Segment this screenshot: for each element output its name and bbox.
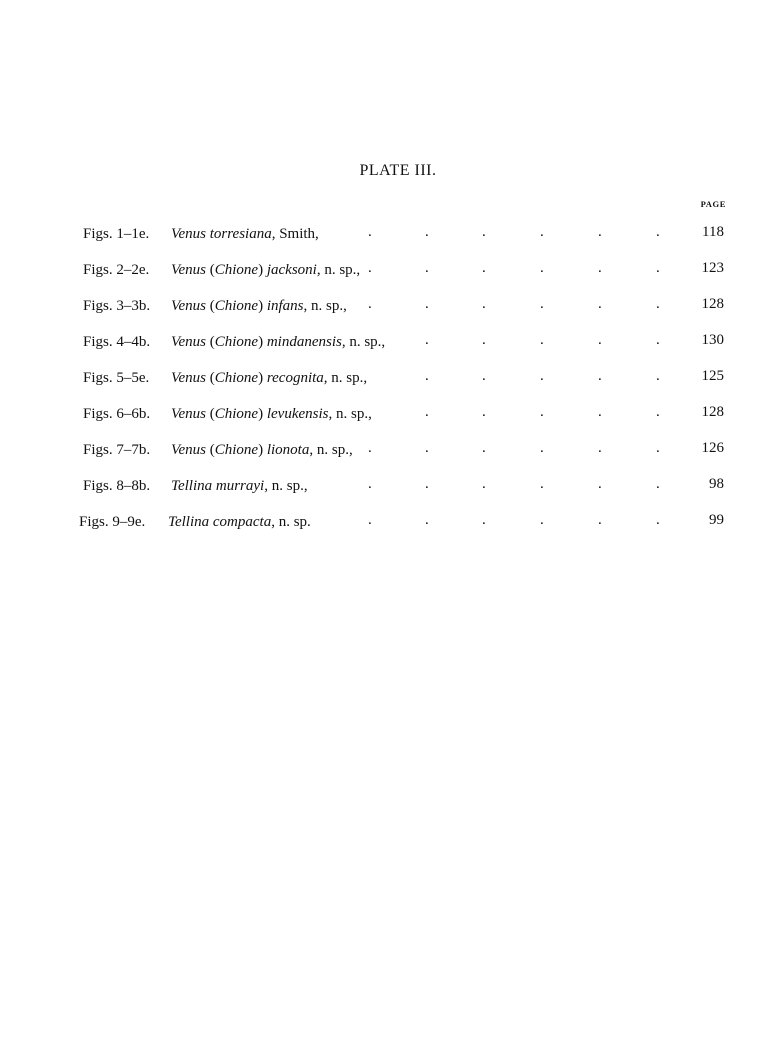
leader-dot: . bbox=[425, 368, 429, 384]
leader-dot: . bbox=[656, 296, 660, 312]
page-number: 123 bbox=[701, 260, 724, 276]
leader-dot: . bbox=[656, 404, 660, 420]
leader-dot: . bbox=[540, 260, 544, 276]
genus: Venus bbox=[171, 406, 206, 422]
genus: Tellina bbox=[171, 478, 213, 494]
species-name: Venus (Chione) recognita, n. sp., bbox=[171, 370, 368, 386]
leader-dot: . bbox=[425, 260, 429, 276]
species-epithet: jacksoni bbox=[266, 262, 317, 278]
leader-dot: . bbox=[368, 476, 372, 492]
leader-dot: . bbox=[368, 296, 372, 312]
species-epithet: recognita bbox=[266, 370, 324, 386]
page-number: 128 bbox=[701, 296, 724, 312]
author-suffix: , n. sp., bbox=[303, 298, 347, 314]
leader-dots bbox=[0, 224, 776, 248]
leader-dot: . bbox=[656, 224, 660, 240]
leader-dot: . bbox=[425, 332, 429, 348]
leader-dot: . bbox=[425, 476, 429, 492]
leader-dot: . bbox=[368, 224, 372, 240]
genus: Venus bbox=[171, 370, 206, 386]
leader-dot: . bbox=[598, 404, 602, 420]
species-name: Venus (Chione) infans, n. sp., bbox=[171, 298, 347, 314]
figure-range: Figs. 1–1e. bbox=[83, 226, 150, 242]
leader-dots bbox=[0, 296, 776, 320]
subgenus: Chione bbox=[214, 370, 259, 386]
leader-dot: . bbox=[540, 296, 544, 312]
subgenus: Chione bbox=[214, 406, 259, 422]
page-number: 118 bbox=[702, 224, 724, 240]
leader-dots bbox=[0, 260, 776, 284]
leader-dot: . bbox=[368, 512, 372, 528]
leader-dots bbox=[0, 332, 776, 356]
leader-dot: . bbox=[540, 512, 544, 528]
plate-entry bbox=[0, 326, 776, 362]
author-suffix: , n. sp., bbox=[341, 334, 386, 350]
figure-range: Figs. 3–3b. bbox=[83, 298, 151, 314]
leader-dot: . bbox=[598, 260, 602, 276]
leader-dot: . bbox=[425, 512, 429, 528]
leader-dot: . bbox=[656, 368, 660, 384]
author-suffix: , n. sp. bbox=[271, 514, 311, 530]
species-epithet: compacta bbox=[212, 514, 272, 530]
leader-dot: . bbox=[425, 440, 429, 456]
species-epithet: torresiana bbox=[209, 226, 272, 242]
leader-dot: . bbox=[656, 260, 660, 276]
leader-dot: . bbox=[598, 512, 602, 528]
leader-dots bbox=[0, 512, 776, 536]
subgenus: Chione bbox=[214, 442, 259, 458]
genus: Venus bbox=[171, 262, 206, 278]
leader-dot: . bbox=[540, 368, 544, 384]
subgenus: Chione bbox=[214, 334, 259, 350]
species-epithet: infans bbox=[266, 298, 304, 314]
plate-title: PLATE III. bbox=[359, 162, 437, 179]
page-number: 128 bbox=[701, 404, 724, 420]
leader-dot: . bbox=[482, 476, 486, 492]
plate-entries bbox=[0, 218, 776, 542]
leader-dots bbox=[0, 404, 776, 428]
plate-entry bbox=[0, 470, 776, 506]
leader-dot: . bbox=[598, 368, 602, 384]
leader-dot: . bbox=[656, 440, 660, 456]
leader-dot: . bbox=[482, 440, 486, 456]
figure-range: Figs. 4–4b. bbox=[83, 334, 151, 350]
leader-dot: . bbox=[598, 476, 602, 492]
genus: Venus bbox=[171, 298, 206, 314]
leader-dot: . bbox=[482, 224, 486, 240]
page-column-header: PAGE bbox=[700, 199, 726, 209]
author-suffix: , n. sp., bbox=[264, 478, 308, 494]
leader-dots bbox=[0, 476, 776, 500]
leader-dot: . bbox=[656, 332, 660, 348]
page-number: 126 bbox=[701, 440, 724, 456]
leader-dot: . bbox=[482, 332, 486, 348]
leader-dot: . bbox=[540, 476, 544, 492]
leader-dots bbox=[0, 440, 776, 464]
genus: Venus bbox=[171, 442, 206, 458]
author-suffix: , n. sp., bbox=[323, 370, 368, 386]
species-name: Venus (Chione) lionota, n. sp., bbox=[171, 442, 353, 458]
leader-dot: . bbox=[540, 440, 544, 456]
leader-dot: . bbox=[540, 224, 544, 240]
plate-entry bbox=[0, 362, 776, 398]
leader-dot: . bbox=[482, 260, 486, 276]
figure-range: Figs. 5–5e. bbox=[83, 370, 150, 386]
plate-entry bbox=[0, 254, 776, 290]
plate-entry bbox=[0, 218, 776, 254]
species-epithet: levukensis bbox=[266, 406, 329, 422]
subgenus: Chione bbox=[214, 262, 259, 278]
leader-dot: . bbox=[368, 440, 372, 456]
author-suffix: , n. sp., bbox=[309, 442, 353, 458]
author-suffix: , n. sp., bbox=[328, 406, 372, 422]
species-epithet: lionota bbox=[266, 442, 310, 458]
leader-dot: . bbox=[656, 512, 660, 528]
leader-dot: . bbox=[540, 332, 544, 348]
leader-dots bbox=[0, 368, 776, 392]
leader-dot: . bbox=[482, 404, 486, 420]
page-number: 125 bbox=[701, 368, 724, 384]
genus: Venus bbox=[171, 226, 206, 242]
plate-entry bbox=[0, 290, 776, 326]
leader-dot: . bbox=[482, 296, 486, 312]
leader-dot: . bbox=[598, 224, 602, 240]
leader-dot: . bbox=[425, 404, 429, 420]
author-suffix: , n. sp., bbox=[316, 262, 361, 278]
leader-dot: . bbox=[482, 512, 486, 528]
figure-range: Figs. 8–8b. bbox=[83, 478, 151, 494]
subgenus: Chione bbox=[214, 298, 259, 314]
species-epithet: murrayi bbox=[215, 478, 265, 494]
leader-dot: . bbox=[598, 332, 602, 348]
plate-entry bbox=[0, 434, 776, 470]
species-epithet: mindanensis bbox=[266, 334, 342, 350]
figure-range: Figs. 6–6b. bbox=[83, 406, 151, 422]
plate-entry bbox=[0, 506, 776, 542]
author-suffix: , Smith, bbox=[271, 226, 319, 242]
leader-dot: . bbox=[540, 404, 544, 420]
leader-dot: . bbox=[425, 296, 429, 312]
page-number: 99 bbox=[709, 512, 724, 528]
plate-entry bbox=[0, 398, 776, 434]
species-name: Venus (Chione) levukensis, n. sp., bbox=[171, 406, 372, 422]
leader-dot: . bbox=[598, 440, 602, 456]
figure-range: Figs. 9–9e. bbox=[79, 514, 146, 530]
genus: Tellina bbox=[168, 514, 210, 530]
figure-range: Figs. 7–7b. bbox=[83, 442, 151, 458]
species-name: Venus (Chione) jacksoni, n. sp., bbox=[171, 262, 361, 278]
page-number: 130 bbox=[701, 332, 724, 348]
leader-dot: . bbox=[598, 296, 602, 312]
figure-range: Figs. 2–2e. bbox=[83, 262, 150, 278]
leader-dot: . bbox=[482, 368, 486, 384]
leader-dot: . bbox=[425, 224, 429, 240]
page-number: 98 bbox=[709, 476, 724, 492]
species-name: Venus (Chione) mindanensis, n. sp., bbox=[171, 334, 386, 350]
leader-dot: . bbox=[368, 260, 372, 276]
genus: Venus bbox=[171, 334, 206, 350]
leader-dot: . bbox=[656, 476, 660, 492]
